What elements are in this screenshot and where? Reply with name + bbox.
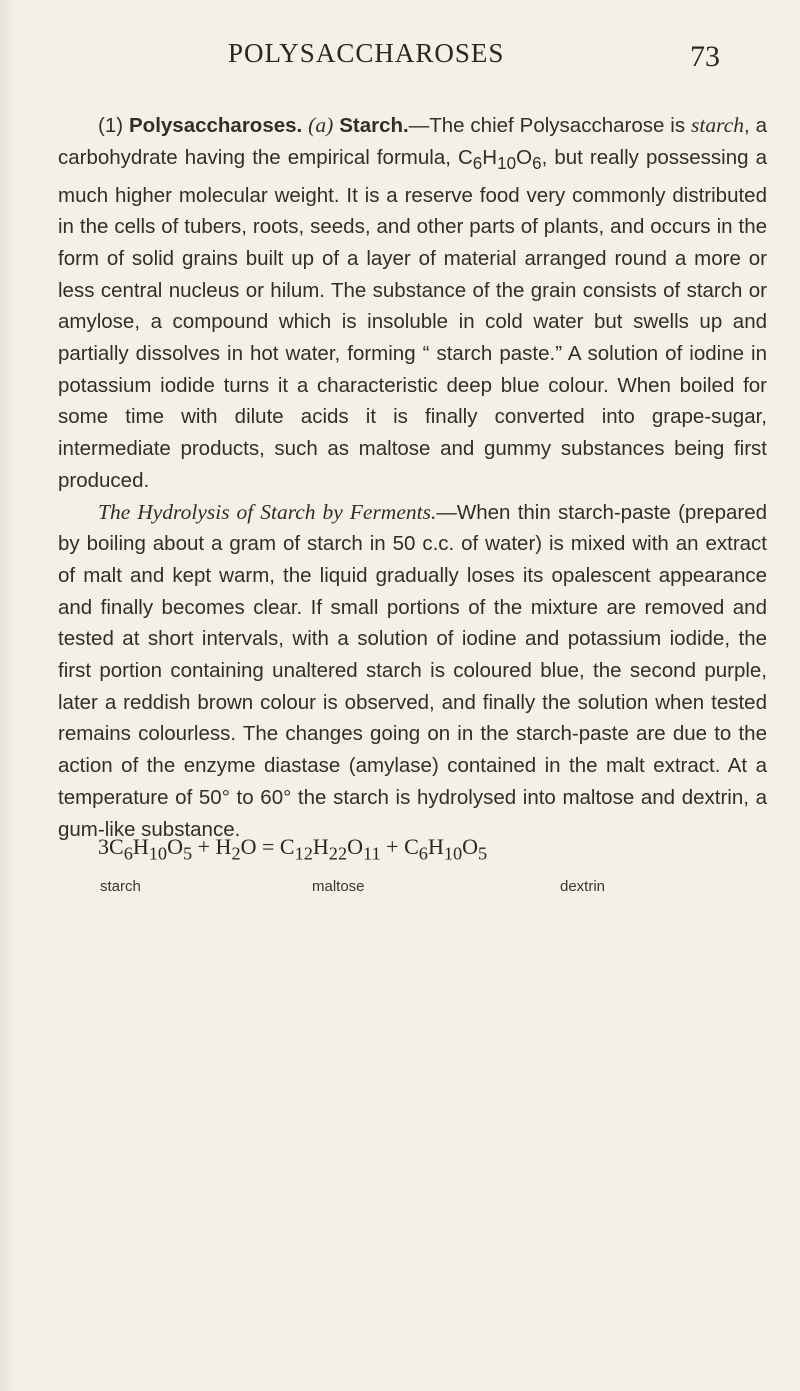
section-number: (1) — [98, 114, 124, 137]
paragraph-heading: The Hydrolysis of Starch by Ferments. — [98, 499, 437, 524]
paragraph-hydrolysis — [58, 497, 767, 846]
chemical-equation: $3C_6H_{10}O_5 + H_2O = C_{12}H_{22}O_{11} + C_6H_{10}O_5$ — [98, 834, 488, 864]
body-text — [58, 110, 767, 845]
subsection-title: Starch. — [339, 114, 409, 137]
starch-term: starch — [691, 113, 744, 137]
page-edge — [0, 0, 14, 1391]
running-head: POLYSACCHAROSES — [228, 38, 505, 68]
page-header — [0, 38, 800, 78]
subsection-letter: (a) — [308, 113, 334, 137]
paragraph-starch — [58, 110, 767, 497]
text-run: —When thin starch-paste (prepared by boiling about a gram of starch in 50 c.c. of water) is mixed with an extract of malt and kept warm, the liquid gradually loses its opalescent appearance and finally becomes clear. If small portions of the mixture are removed and tested at short intervals, with a solution of iodine and potassium iodide, the first portion containing unaltered starch is coloured blue, the second purple, later a reddish brown colour is observed, and finally the solution when tested remains colourless. The changes going on in the starch-paste are due to the action of the enzyme diastase (amylase) contained in the malt extract. At a temperature of 50° to 60° the starch is hydrolysed into maltose and dextrin, a gum-like substance. — [58, 500, 767, 841]
label-dextrin: dextrin — [560, 878, 606, 895]
label-starch: starch — [100, 878, 141, 895]
label-maltose: maltose — [312, 878, 365, 895]
page-number: 73 — [690, 40, 720, 73]
text-run: —The chief Polysaccharose is — [408, 114, 692, 137]
text-run: , but really possessing a much higher molecular weight. It is a reserve food very commonly distributed in the cells of tubers, roots, seeds, and other parts of plants, and occurs in the form of solid grains built up of a layer of material arranged round a more or less central nucleus or hilum. The substance of the grain consists of starch or amylose, a compound which is insoluble in cold water but swells up and partially dissolves in hot water, forming “ starch paste.” A solution of iodine in potassium iodide turns it a characteristic deep blue colour. When boiled for some time with dilute acids it is finally converted into grape-sugar, intermediate products, such as maltose and gummy substances being first produced. — [58, 145, 767, 492]
formula: $C_6H_{10}O_6$ — [457, 145, 542, 173]
section-title: Polysaccharoses. — [129, 114, 303, 137]
text-run: , a carbohydrate having the empirical formula, — [58, 114, 768, 169]
